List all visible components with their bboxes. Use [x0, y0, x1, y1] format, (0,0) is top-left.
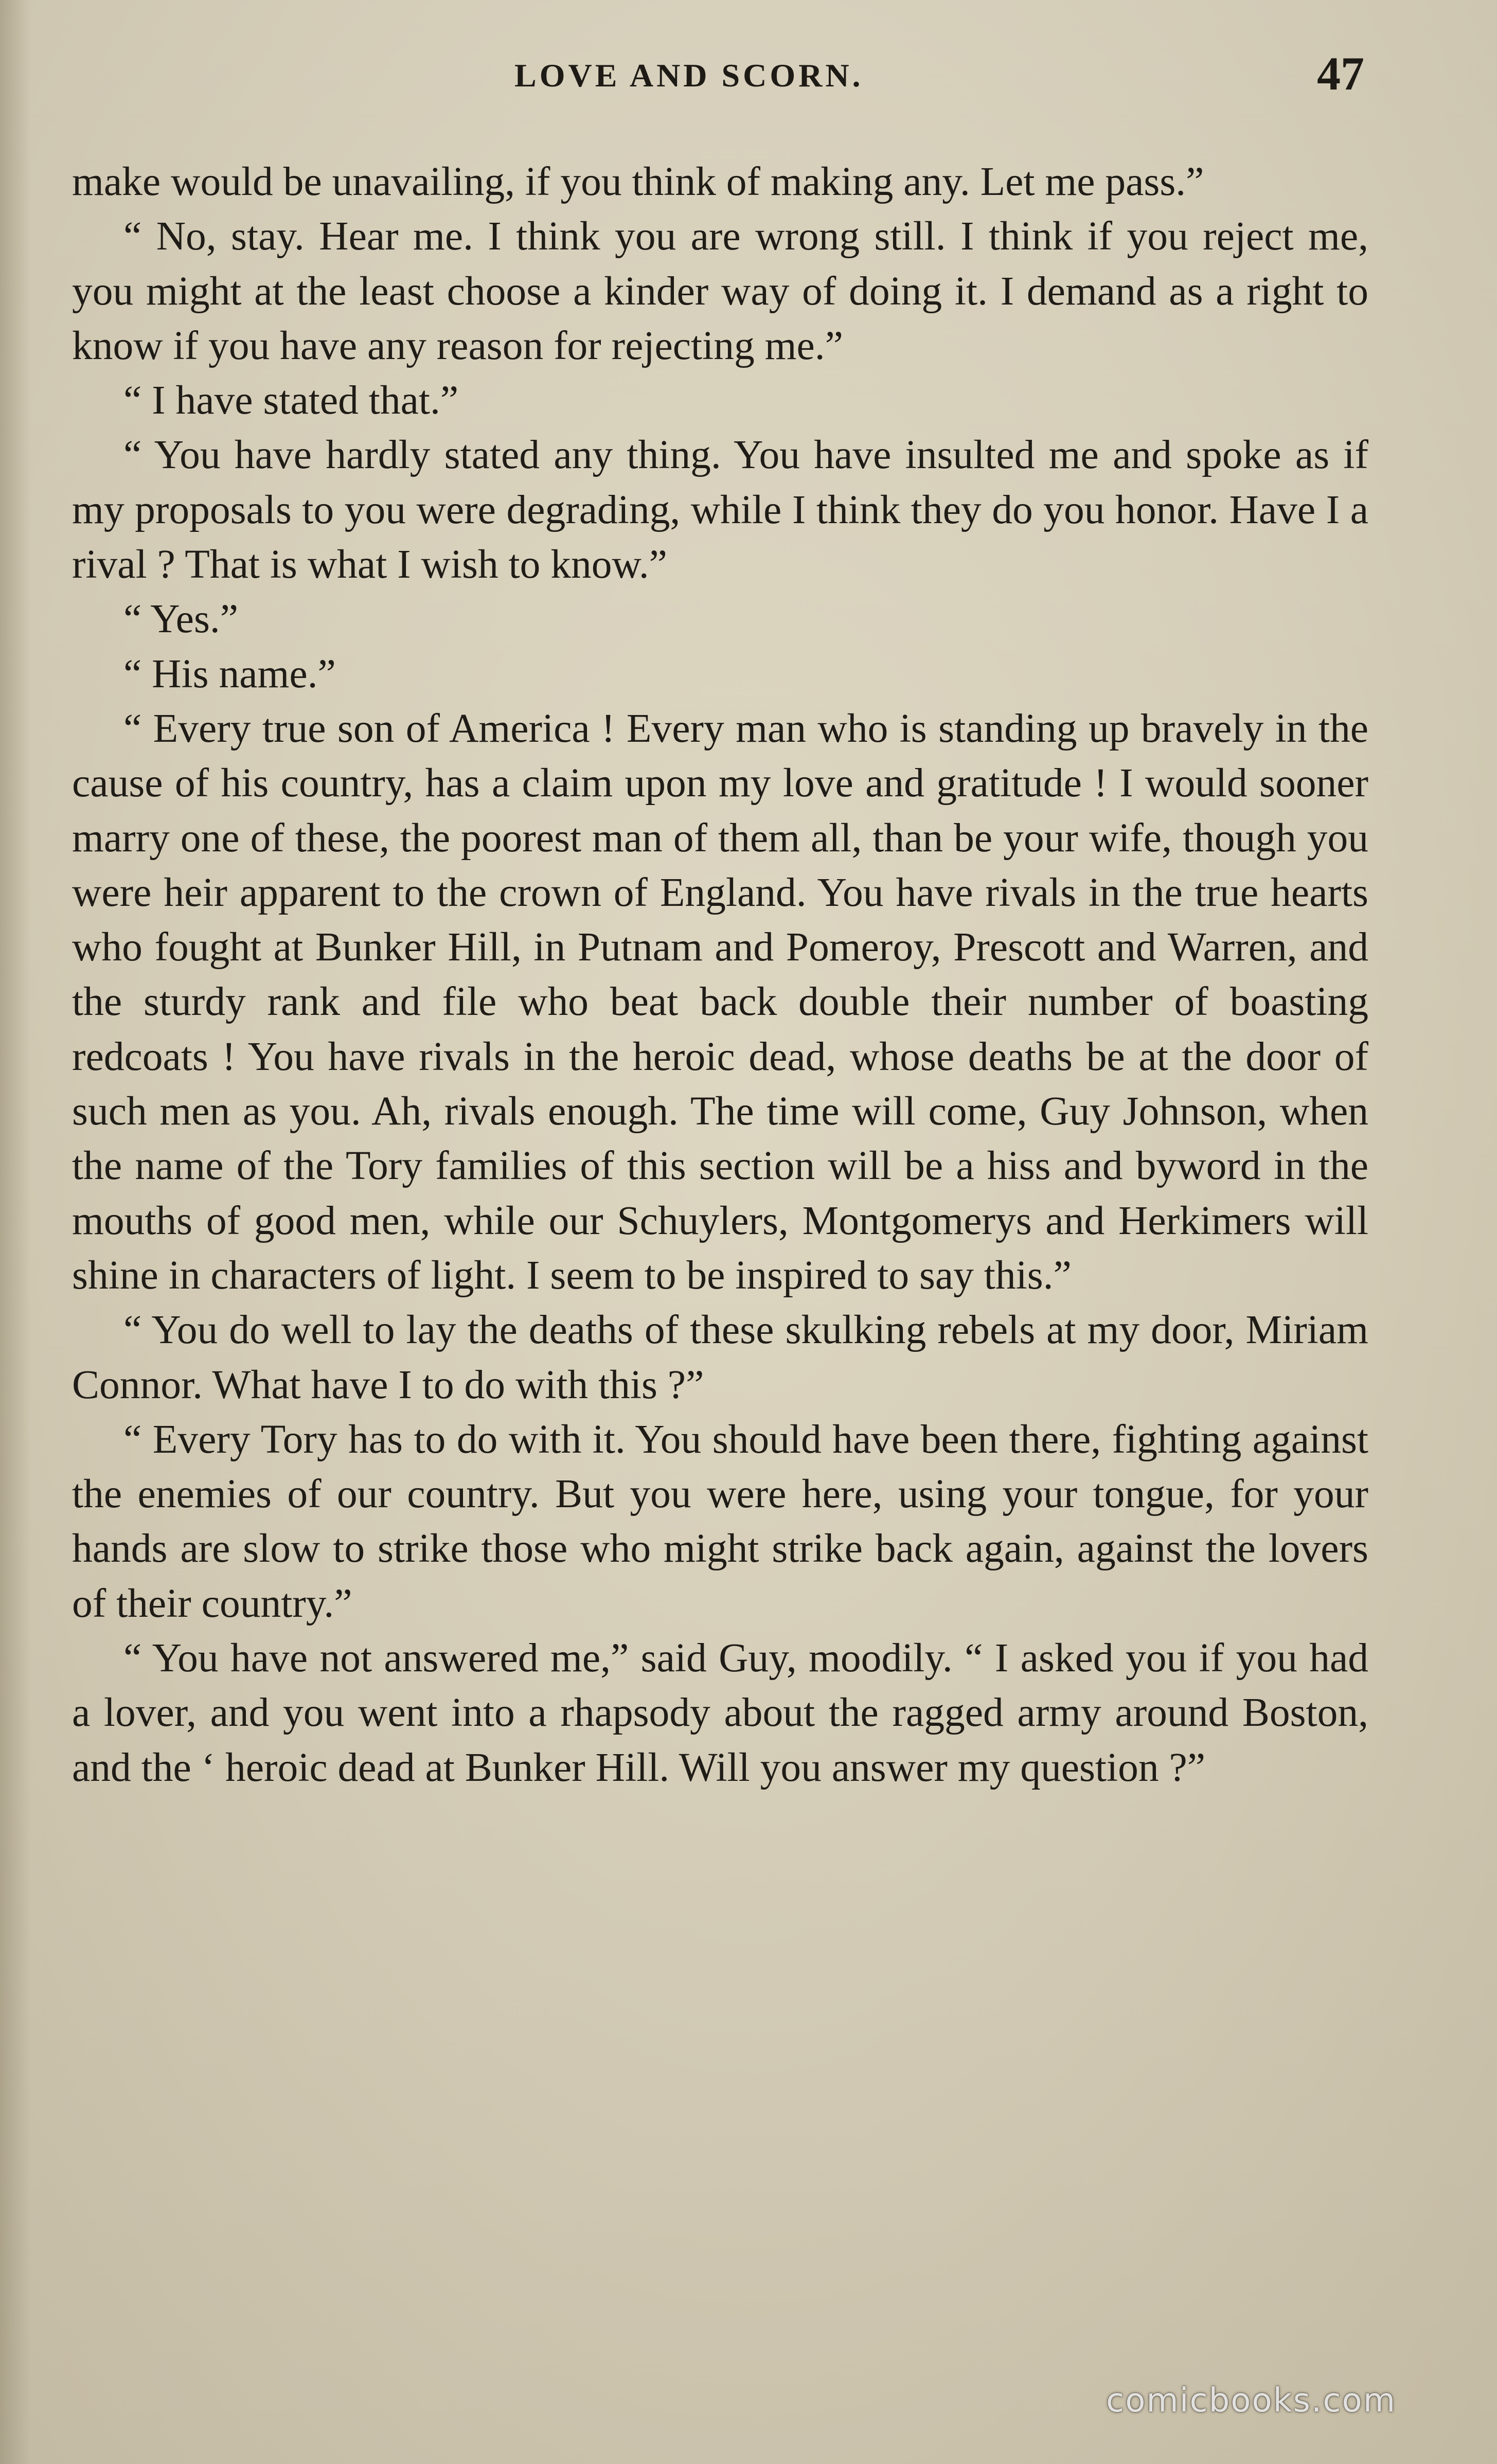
page-edge-shadow — [0, 0, 31, 2464]
body-text — [72, 154, 1368, 1795]
paragraph: make would be unavailing, if you think of making any. Let me pass.” — [72, 159, 1204, 204]
running-head: LOVE AND SCORN. — [514, 57, 864, 94]
watermark: comicbooks.com — [1106, 2382, 1397, 2420]
page-header — [0, 46, 1497, 108]
paragraph: “ His name.” — [123, 651, 336, 697]
paragraph: “ No, stay. Hear me. I think you are wrong still. I think if you reject me, you might at the least choose a kinder way of doing it. I demand as a right to know if you have any reason for rejecting me.” — [72, 213, 1368, 368]
page-number: 47 — [1317, 47, 1364, 100]
paragraph: “ You do well to lay the deaths of these skulking rebels at my door, Miriam Connor. What have I to do with this ?” — [72, 1307, 1368, 1407]
paragraph: “ You have not answered me,” said Guy, moodily. “ I asked you if you had a lover, and you went into a rhapsody about the ragged army around Boston, and the ‘ heroic dead at Bunker Hill. Will you answer my question ?” — [72, 1635, 1368, 1790]
paragraph: “ Every Tory has to do with it. You should have been there, fighting against the enemies of our country. But you were here, using your tongue, for your hands are slow to strike those who might strike back again, against the lovers of their country.” — [72, 1416, 1368, 1626]
paragraph: “ Yes.” — [123, 596, 239, 642]
paragraph: “ Every true son of America ! Every man who is standing up bravely in the cause of his country, has a claim upon my love and gratitude ! I would sooner marry one of these, the poorest man of them all, than be your wife, though you were heir apparent to the crown of England. You have rivals in the true hearts who fought at Bunker Hill, in Putnam and Pomeroy, Prescott and Warren, and the sturdy rank and file who beat back double their number of boasting redcoats ! You have rivals in the heroic dead, whose deaths be at the door of such men as you. Ah, rivals enough. The time will come, Guy Johnson, when the name of the Tory families of this section will be a hiss and byword in the mouths of good men, while our Schuylers, Montgomerys and Herkimers will shine in characters of light. I seem to be inspired to say this.” — [72, 705, 1368, 1298]
paragraph: “ You have hardly stated any thing. You have insulted me and spoke as if my proposals to you were degrading, while I think they do you honor. Have I a rival ? That is what I wish to know.” — [72, 432, 1368, 587]
paragraph: “ I have stated that.” — [123, 378, 459, 423]
